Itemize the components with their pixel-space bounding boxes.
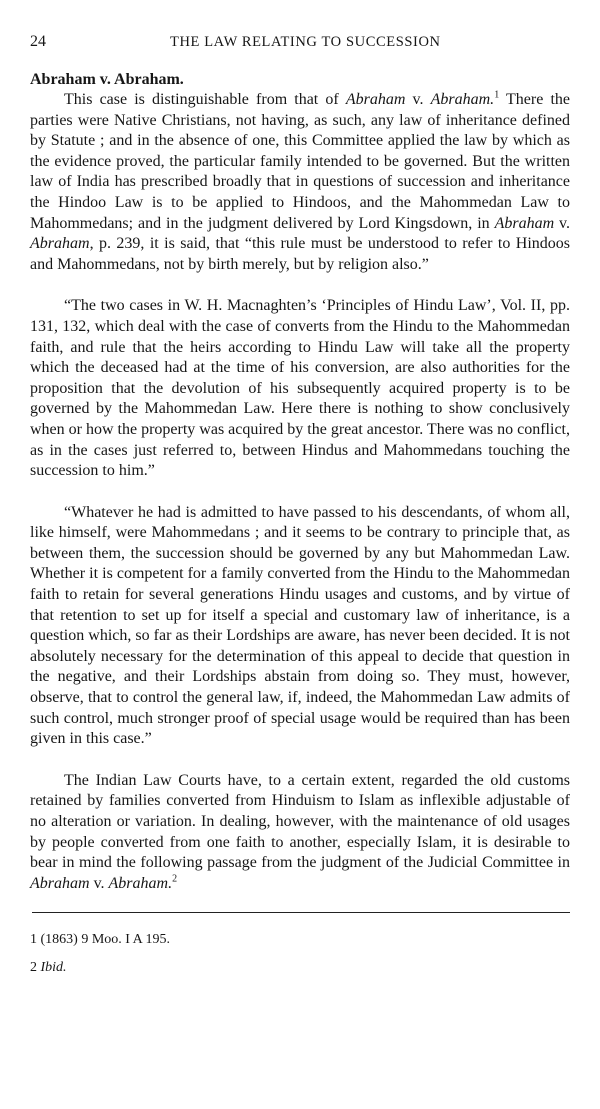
footnote-2: [30, 961, 570, 975]
footnote-text: (1863) 9 Moo. I A 195.: [37, 932, 170, 948]
book-page: [30, 30, 570, 989]
footnote-ref-1[interactable]: 1: [494, 89, 500, 101]
paragraph-1-text-b: There the parties were Native Christians, not having, as such, any law of inheritance defined by Statute ; and in the absence of one, this Committee applied the law by which as the evidence proved, the particular family intended to be governed. But the written law of India has prescribed broadly that in questions of succession and inheritance the Hindoo Law is to be applied to Hindoos, and the Mahommedan Law to Mahommedans; and in the judgment delivered by Lord Kingsdown, in: [30, 91, 571, 232]
case-name-italic: Abraham.: [430, 91, 495, 108]
running-header: [30, 30, 570, 54]
versus-text: v.: [405, 91, 431, 108]
paragraph-2: “The two cases in W. H. Macnaghten’s ‘Principles of Hindu Law’, Vol. II, pp. 131, 132, which deal with the case of converts from the Hindu to the Mahommedan faith, and rule that the heirs according to Hindu Law will take all the property which the deceased had at the time of his conversion, are also authorities for the proposition that the devolution of his subsequently acquired property is to be governed by the Mahommedan Law. Here there is nothing to show conclusively when or how the property was acquired by the great ancestor. There was no conflict, as in the cases just referred to, between Hindus and Mahommedans touching the succession to him.”: [30, 297, 570, 480]
paragraph-1: [30, 90, 570, 275]
case-heading: Abraham v. Abraham.: [30, 71, 184, 88]
case-name-italic: Abraham: [345, 91, 406, 108]
case-name-italic: Abraham: [30, 235, 90, 253]
footnote-1: [30, 933, 570, 947]
paragraph-1-text-c: , p. 239, it is said, that “this rule must be understood to refer to Hindoos and Mahommedans, not by birth merely, but by religion also.”: [30, 235, 570, 273]
paragraph-gap: [30, 750, 570, 771]
footnote-ref-2[interactable]: 2: [172, 873, 178, 885]
paragraph-gap: [30, 275, 570, 296]
paragraph-4: [30, 771, 570, 895]
versus-text: v.: [89, 874, 109, 892]
paragraph-gap: [30, 482, 570, 503]
footnote-text: Ibid.: [37, 960, 67, 976]
case-name-italic: Abraham: [30, 874, 90, 892]
paragraph-4-text: The Indian Law Courts have, to a certain extent, regarded the old customs retained by families converted from Hinduism to Islam as inflexible adjustable of no alteration or variation. In dealing, however, with the maintenance of old usages by people converted from one faith to another, especially Islam, it is desirable to bear in mind the following passage from the judgment of the Judicial Committee in: [30, 771, 570, 872]
footnote-divider: [32, 912, 570, 913]
paragraph-3: “Whatever he had is admitted to have passed to his descendants, of whom all, like himself, were Mahommedans ; and it seems to be contrary to principle that, as between them, the succession should be governed by any but Mahommedan Law. Whether it is competent for a family converted from the Hindu to the Mahommedan faith to retain for several generations Hindu usages and customs, and by virtue of that retention to set up for itself a special and customary law of inheritance, is a question which, so far as their Lordships are aware, has never been decided. It is not absolutely necessary for the determination of this appeal to decide that question in the negative, and their Lordships abstain from doing so. They must, however, observe, that to control the general law, if, indeed, the Mahommedan Law admits of such control, much stronger proof of special usage would be required than has been given in this case.”: [30, 503, 570, 748]
case-name-italic: Abraham: [494, 214, 555, 232]
footnote-marker: 1: [30, 932, 37, 948]
footnote-marker: 2: [30, 960, 37, 976]
running-title: THE LAW RELATING TO SUCCESSION: [170, 34, 441, 50]
versus-text: v.: [554, 214, 570, 232]
paragraph-1-text-a: This case is distinguishable from that of: [64, 91, 346, 108]
case-name-italic: Abraham.: [108, 874, 173, 892]
footnotes: [30, 933, 570, 975]
page-number: 24: [30, 33, 46, 50]
